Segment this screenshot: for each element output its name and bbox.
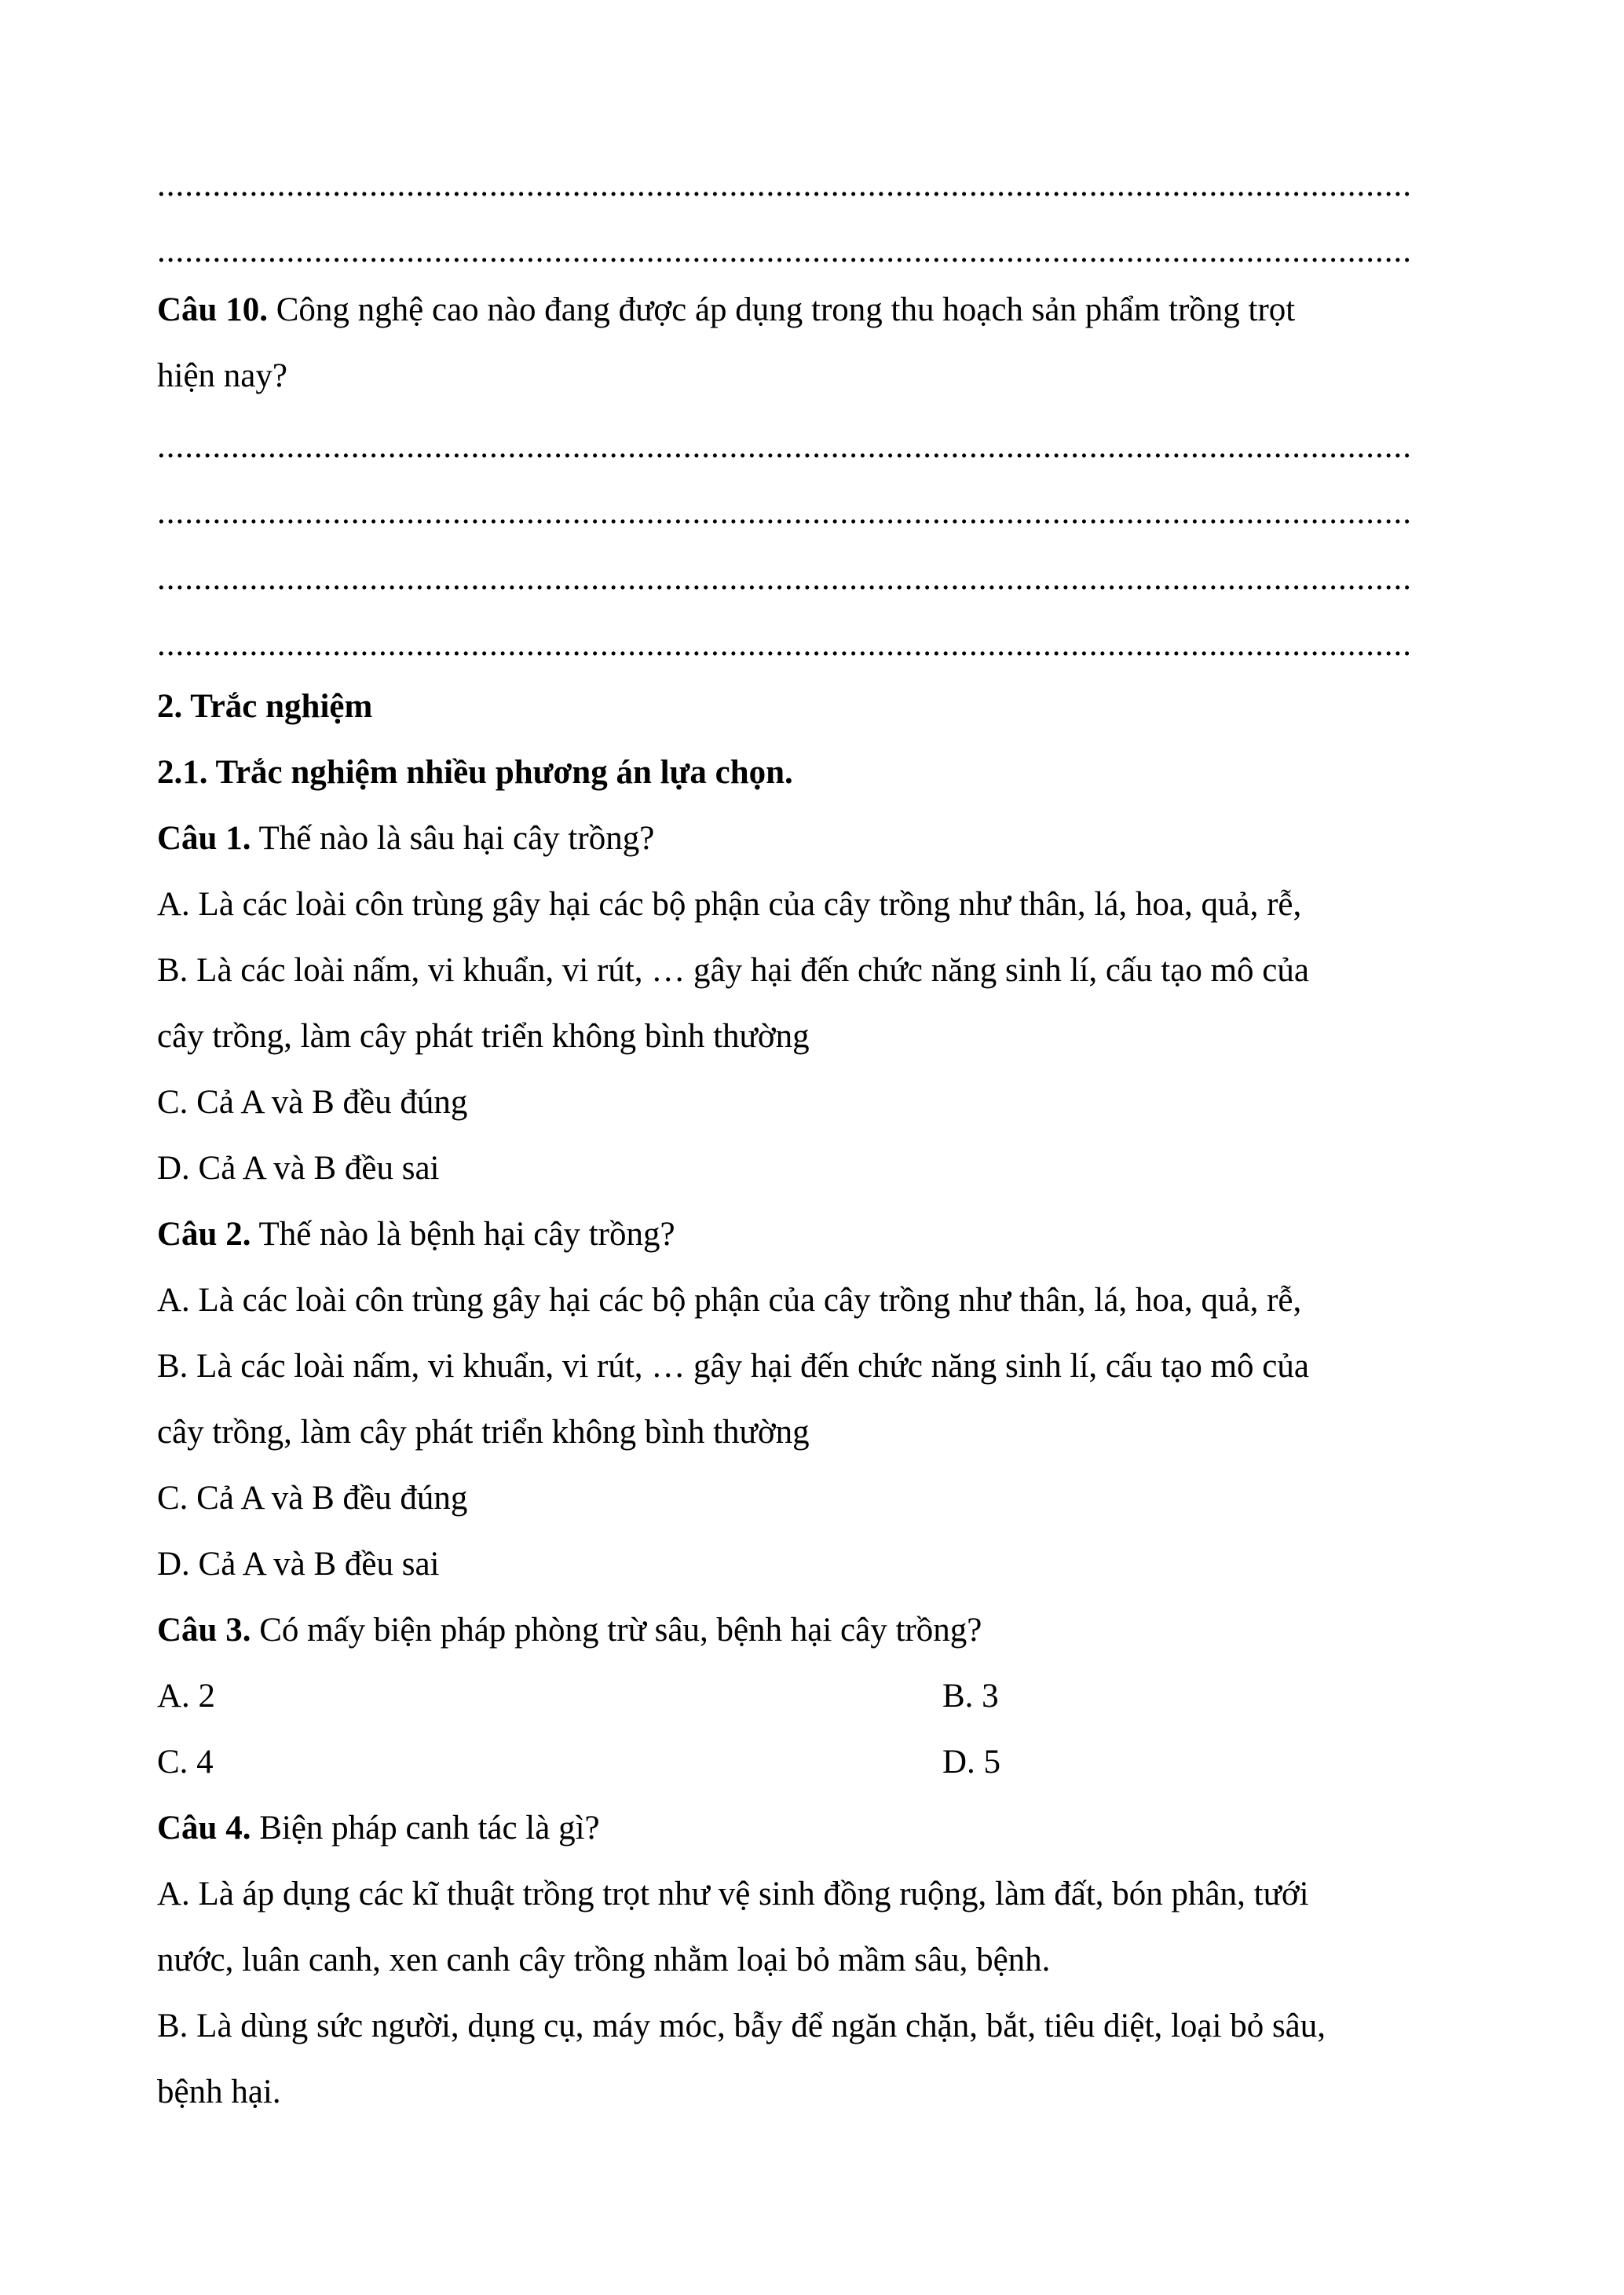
question-label: Câu 2. — [157, 1216, 251, 1253]
question-text: Công nghệ cao nào đang được áp dụng trong thu hoạch sản phẩm trồng trọt — [267, 291, 1296, 328]
answer-dotted-line: ........................................................................................................................................ — [157, 167, 1412, 203]
answer-dotted-line: ........................................................................................................................................ — [157, 626, 1412, 663]
question-label: Câu 1. — [157, 820, 251, 857]
question-text: Thế nào là bệnh hại cây trồng? — [251, 1216, 675, 1253]
question-text-continued: hiện nay? — [157, 357, 287, 394]
answer-dotted-line: ........................................................................................................................................ — [157, 560, 1412, 597]
question-text: Thế nào là sâu hại cây trồng? — [251, 820, 655, 857]
question-label: Câu 3. — [157, 1612, 251, 1649]
option-b: B. Là dùng sức người, dụng cụ, máy móc, bẫy để ngăn chặn, bắt, tiêu diệt, loại bỏ sâu, — [157, 2008, 1326, 2044]
question-label: Câu 4. — [157, 1810, 251, 1847]
option-a: A. Là áp dụng các kĩ thuật trồng trọt như vệ sinh đồng ruộng, làm đất, bón phân, tưới — [157, 1876, 1309, 1912]
question-10 — [157, 288, 1492, 332]
option-d: D. 5 — [942, 1744, 1001, 1781]
option-c: C. 4 — [157, 1744, 214, 1781]
option-d: D. Cả A và B đều sai — [157, 1150, 440, 1187]
answer-dotted-line: ........................................................................................................................................ — [157, 428, 1412, 465]
option-b: B. Là các loài nấm, vi khuẩn, vi rút, … gây hại đến chức năng sinh lí, cấu tạo mô của — [157, 1348, 1309, 1385]
option-b-continued: cây trồng, làm cây phát triển không bình thường — [157, 1414, 810, 1451]
answer-dotted-line: ........................................................................................................................................ — [157, 494, 1412, 531]
option-a: A. Là các loài côn trùng gây hại các bộ phận của cây trồng như thân, lá, hoa, quả, rễ, — [157, 886, 1302, 923]
section-subtitle: 2.1. Trắc nghiệm nhiều phương án lựa chọn. — [157, 754, 793, 791]
question-4 — [157, 1806, 1492, 1850]
section-title: 2. Trắc nghiệm — [157, 688, 373, 725]
question-3 — [157, 1609, 1492, 1653]
option-a: A. Là các loài côn trùng gây hại các bộ phận của cây trồng như thân, lá, hoa, quả, rễ, — [157, 1282, 1302, 1319]
option-b-continued: cây trồng, làm cây phát triển không bình thường — [157, 1018, 810, 1055]
question-1 — [157, 817, 1492, 861]
option-c: C. Cả A và B đều đúng — [157, 1084, 468, 1121]
option-b: B. Là các loài nấm, vi khuẩn, vi rút, … gây hại đến chức năng sinh lí, cấu tạo mô của — [157, 952, 1309, 989]
option-b: B. 3 — [942, 1678, 999, 1715]
option-b-continued: bệnh hại. — [157, 2074, 281, 2110]
option-c: C. Cả A và B đều đúng — [157, 1480, 468, 1517]
option-a-continued: nước, luân canh, xen canh cây trồng nhằm loại bỏ mầm sâu, bệnh. — [157, 1942, 1051, 1978]
question-2 — [157, 1213, 1492, 1257]
question-label: Câu 10. — [157, 291, 268, 328]
option-a: A. 2 — [157, 1678, 216, 1715]
question-text: Biện pháp canh tác là gì? — [251, 1810, 600, 1847]
option-d: D. Cả A và B đều sai — [157, 1546, 440, 1583]
answer-dotted-line: ........................................................................................................................................ — [157, 232, 1412, 269]
question-text: Có mấy biện pháp phòng trừ sâu, bệnh hại cây trồng? — [251, 1612, 982, 1649]
